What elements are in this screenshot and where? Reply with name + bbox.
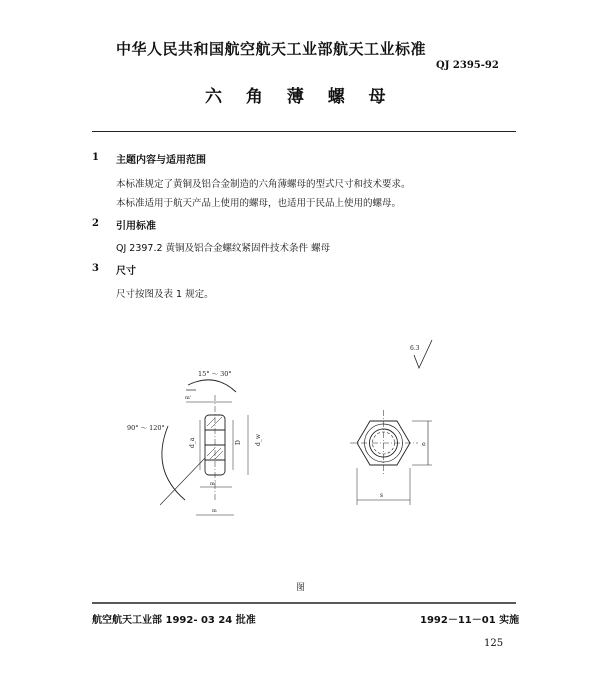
dim-m-prime-top: m' <box>185 395 192 401</box>
section-1-heading: 主题内容与适用范围 <box>116 155 206 166</box>
section-1-paragraph-2: 本标准适用于航天产品上使用的螺母，也适用于民品上使用的螺母。 <box>116 198 402 209</box>
section-3-number: 3 <box>92 263 99 274</box>
section-2-number: 2 <box>92 218 99 229</box>
figure-caption: 图 <box>296 583 306 593</box>
dim-D: D <box>235 440 242 445</box>
section-1-number: 1 <box>92 152 99 163</box>
standard-number: QJ 2395-92 <box>436 60 499 71</box>
section-2-paragraph-1: QJ 2397.2 黄铜及铝合金螺纹紧固件技术条件 螺母 <box>116 243 331 254</box>
document-title: 六 角 薄 螺 母 <box>205 87 395 107</box>
dim-dw: d_w <box>255 434 262 446</box>
side-view <box>127 370 262 515</box>
top-view <box>350 410 432 505</box>
dim-da: d_a <box>189 437 196 448</box>
organization-title: 中华人民共和国航空航天工业部航天工业标准 <box>116 40 427 58</box>
section-2-heading: 引用标准 <box>116 221 156 232</box>
dim-m-prime-bottom: m' <box>210 481 217 487</box>
countersink-angle-label: 90° ～ 120° <box>127 424 165 432</box>
chamfer-angle-label: 15° ～ 30° <box>198 370 232 378</box>
surface-roughness-symbol <box>410 340 432 368</box>
roughness-value: 6.3 <box>410 345 420 352</box>
dim-e: e <box>422 441 426 448</box>
dim-s: s <box>380 492 384 499</box>
dim-m: m <box>212 508 217 514</box>
section-3-paragraph-1: 尺寸按图及表 1 规定。 <box>116 289 214 300</box>
approval-date: 航空航天工业部 1992- 03 24 批准 <box>92 615 256 626</box>
section-3-heading: 尺寸 <box>116 266 136 277</box>
section-1-paragraph-1: 本标准规定了黄铜及铝合金制造的六角薄螺母的型式尺寸和技术要求。 <box>116 179 411 190</box>
effective-date: 1992－11－01 实施 <box>420 615 520 626</box>
page-number: 125 <box>484 638 504 649</box>
